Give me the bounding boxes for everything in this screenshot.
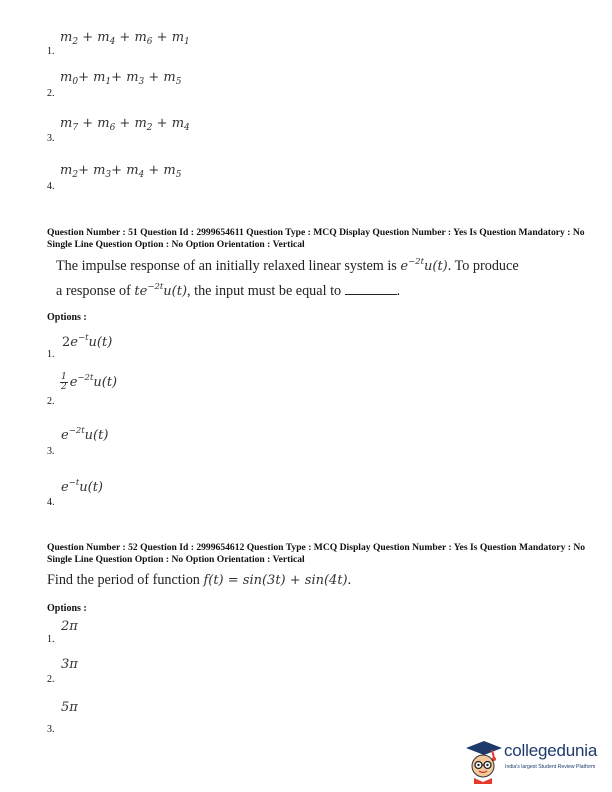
q50-option-1-formula: $m_2 + m_4 + m_6 + m_1$	[60, 30, 190, 47]
subscript-index: 2	[72, 37, 79, 47]
q52-option-2-value[interactable]: 3π	[61, 657, 78, 672]
variable-m: m	[171, 30, 185, 45]
subscript-index: 4	[184, 123, 190, 133]
variable-m: m	[134, 116, 147, 131]
q51-option-4-formula[interactable]: $e^{-t}u(t)$	[61, 478, 103, 495]
q52-option-3-value[interactable]: 5π	[61, 700, 78, 715]
q52-option-3-number: 3.	[47, 724, 55, 735]
variable-m: m	[60, 163, 73, 178]
subscript-index: 3	[138, 77, 145, 87]
q51-math-impulse: $e^{-2t}u(t)$	[400, 257, 448, 274]
q50-option-3-formula: $m_7 + m_6 + m_2 + m_4$	[60, 116, 190, 133]
q52-question-text	[47, 572, 351, 589]
variable-m: m	[93, 163, 106, 178]
q51-option-2-number: 2.	[47, 396, 55, 407]
subscript-index: 2	[146, 123, 153, 133]
q50-option-4-number: 4.	[47, 181, 55, 192]
q52-text-end: .	[347, 572, 352, 588]
q51-math-response: $te^{-2t}u(t)$	[134, 282, 188, 299]
subscript-index: 6	[146, 37, 153, 47]
brand-tagline: India's largest Student Review Platform	[505, 764, 596, 770]
q52-option-1-number: 1.	[47, 634, 55, 645]
q52-option-2-number: 2.	[47, 674, 55, 685]
variable-m: m	[60, 30, 73, 45]
q51-options-label: Options :	[47, 312, 87, 323]
subscript-index: 7	[72, 123, 79, 133]
subscript-index: 3	[105, 170, 112, 180]
subscript-index: 2	[72, 170, 79, 180]
q51-text-end-2: , the input must be equal to	[187, 283, 342, 299]
q51-option-1-number: 1.	[47, 349, 55, 360]
q51-text-part-2: a response of	[56, 283, 135, 299]
q50-option-1-number: 1.	[47, 46, 55, 57]
q51-option-4-number: 4.	[47, 497, 55, 508]
subscript-index: 5	[175, 170, 182, 180]
q51-text-part: The impulse response of an initially relaxed linear system is	[56, 258, 401, 274]
q52-option-1-value[interactable]: 2π	[61, 619, 78, 634]
q51-text-end: . To produce	[447, 258, 519, 274]
q51-question-line-2	[56, 282, 400, 300]
q51-header: Question Number : 51 Question Id : 2999654611 Question Type : MCQ Display Question Number : Yes Is Question Mandatory : No Single Line Question Option : No Option Orientation : Vertical	[47, 227, 585, 250]
q50-option-4-formula: $m_2+ m_3+ m_4 + m_5$	[60, 163, 182, 180]
variable-m: m	[163, 70, 176, 85]
q50-option-3-number: 3.	[47, 133, 55, 144]
q51-question-line-1	[56, 257, 519, 275]
q50-option-2-number: 2.	[47, 88, 55, 99]
brand-name: collegedunia	[504, 741, 598, 760]
variable-m: m	[60, 70, 73, 85]
q52-header: Question Number : 52 Question Id : 2999654612 Question Type : MCQ Display Question Number : Yes Is Question Mandatory : No Single Line Question Option : No Option Orientation : Vertical	[47, 542, 586, 565]
subscript-index: 5	[175, 77, 182, 87]
q50-option-2-formula: $m_0+ m_1+ m_3 + m_5$	[60, 70, 182, 87]
subscript-index: 4	[109, 37, 116, 47]
variable-m: m	[60, 116, 73, 131]
subscript-index: 6	[109, 123, 116, 133]
q52-options-label: Options :	[47, 603, 87, 614]
graduate-mascot-icon	[462, 738, 504, 784]
variable-m: m	[163, 163, 176, 178]
q51-period: .	[396, 283, 401, 299]
q51-option-2-formula[interactable]: $\frac{1}{2}$ $e^{-2t}u(t)$	[61, 372, 118, 392]
q52-text-part: Find the period of function	[47, 572, 204, 588]
subscript-index: 0	[72, 77, 79, 87]
q51-option-2-fraction: $\frac{1}{2}$	[61, 372, 67, 392]
variable-m: m	[171, 116, 185, 131]
q51-answer-blank	[345, 294, 397, 295]
variable-m: m	[126, 163, 139, 178]
subscript-index: 1	[184, 37, 190, 47]
subscript-index: 4	[138, 170, 145, 180]
q51-option-3-number: 3.	[47, 446, 55, 457]
variable-m: m	[97, 30, 110, 45]
collegedunia-logo[interactable]	[462, 738, 612, 786]
q51-option-3-formula[interactable]: $e^{-2t}u(t)$	[61, 426, 109, 443]
subscript-index: 1	[105, 77, 112, 87]
variable-m: m	[93, 70, 106, 85]
variable-m: m	[126, 70, 139, 85]
variable-m: m	[97, 116, 110, 131]
variable-m: m	[134, 30, 147, 45]
q51-option-1-formula[interactable]: $2e^{-t}u(t)$	[62, 333, 113, 350]
q52-formula: f(t) = sin(3t) + sin(4t)	[203, 573, 348, 588]
